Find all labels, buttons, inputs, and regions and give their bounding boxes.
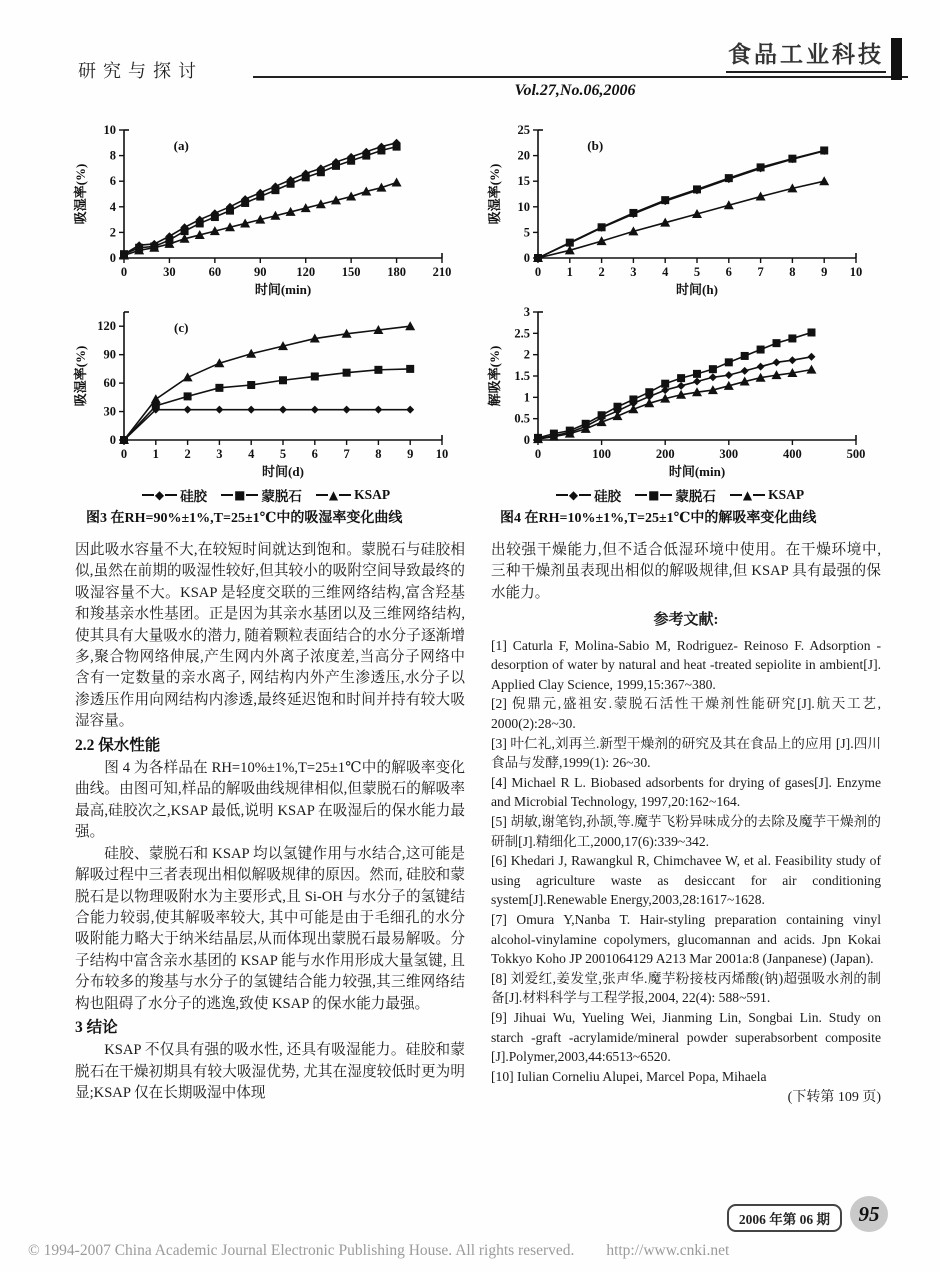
svg-text:210: 210 [432, 265, 452, 279]
figure4-caption: 图4 在RH=10%±1%,T=25±1℃中的解吸率变化曲线 [500, 511, 817, 526]
svg-text:300: 300 [719, 447, 739, 461]
svg-text:5: 5 [693, 265, 701, 279]
svg-text:3: 3 [523, 305, 530, 319]
legend-line-icon [339, 494, 351, 496]
right-column [491, 540, 881, 1109]
svg-text:吸湿率(%): 吸湿率(%) [73, 163, 88, 225]
triangle-marker-icon: ▲ [328, 488, 339, 502]
svg-text:吸湿率(%): 吸湿率(%) [73, 345, 88, 407]
paragraph-absorption-discussion: 因此吸水容量不大,在较短时间就达到饱和。蒙脱石与硅胶相似,虽然在前期的吸湿性较好,但其较小的吸附空间导致最终的吸湿容量不大。KSAP 是轻度交联的三维网络结构,富含羟基和羧基亲水性基团。正是因为其亲水基团以及三维网络结构, 使其具有大量吸水的潜力, 随着颗粒表面结合的水分子逐渐增多,聚合物网络伸展,产生网内外离子浓度差,当高分子网络中含有一定数量的亲水离子, 网结构内外产生渗透压,水分子以渗透压作用向网结构内渗透,最终延迟饱和时间并持有较大吸湿容量。 [75, 542, 465, 730]
svg-text:1: 1 [152, 447, 159, 461]
copyright-text: © 1994-2007 China Academic Journal Electronic Publishing House. All rights reserved. [28, 1242, 575, 1259]
figure3-column [72, 118, 460, 527]
svg-text:1.5: 1.5 [514, 369, 530, 383]
svg-text:60: 60 [103, 376, 116, 391]
svg-text:90: 90 [103, 347, 116, 362]
svg-text:8: 8 [789, 265, 796, 279]
chart-d-desorption-min [486, 300, 874, 482]
figure3-legend [142, 486, 390, 504]
legend-line-icon [753, 494, 765, 496]
figures-block [72, 118, 872, 527]
svg-text:100: 100 [592, 447, 611, 461]
svg-text:60: 60 [208, 265, 222, 279]
svg-text:7: 7 [757, 265, 764, 279]
svg-text:0: 0 [534, 447, 542, 461]
heading-2-2-water-retention: 2.2 保水性能 [75, 736, 161, 754]
svg-text:10: 10 [435, 447, 449, 461]
reference-item: [10] Iulian Corneliu Alupei, Marcel Popa, Mihaela [491, 1068, 767, 1084]
legend-line-icon [246, 494, 258, 496]
reference-item: [7] Omura Y,Nanba T. Hair-styling preparation containing vinyl alcohol-vinylamine copolymers, glucomannan and acids. Jpn Kokai Tokkyo Koho JP 2001064129 A213 Mar 2001a:8 (Janpanese) (Japan). [491, 911, 881, 967]
paragraph-fig4-description: 图 4 为各样品在 RH=10%±1%,T=25±1℃中的解吸率变化曲线。由图可知,样品的解吸曲线规律相似,但蒙脱石的解吸率最高,硅胶次之,KSAP 最低,说明 KSAP 在吸湿后的保水能力最强。 [75, 760, 465, 841]
svg-text:(b): (b) [587, 138, 604, 153]
svg-text:时间(d): 时间(d) [262, 464, 304, 479]
legend-item-triangle [316, 487, 390, 503]
figure3-caption: 图3 在RH=90%±1%,T=25±1℃中的吸湿率变化曲线 [86, 511, 403, 526]
paragraph-hydrogen-bond-discussion: 硅胶、蒙脱石和 KSAP 均以氢键作用与水结合,这可能是解吸过程中三者表现出相似解吸规律的原因。然而, 硅胶和蒙脱石是以物理吸附水为主要形式,且 Si-OH 与水分子的氢键结合能力较弱,使其解吸率较大, 其中可能是由于毛细孔的水分吸附能力略大于纳米结晶层,从而体现出蒙脱石最易解吸。分子结构中富含亲水基团的 KSAP 能与水作用形成大量氢键, 且分布较多的羧基与水分子的氢键结合能力较强,其三维网络结构也阻碍了水分子的逃逸,致使 KSAP 的保水能力最强。 [75, 845, 465, 1012]
svg-text:解吸率(%): 解吸率(%) [487, 345, 502, 407]
legend-line-icon [316, 494, 328, 496]
svg-text:4: 4 [248, 447, 255, 461]
legend-line-icon [221, 494, 233, 496]
left-column [75, 540, 465, 1109]
svg-text:3: 3 [630, 265, 637, 279]
page-number: 95 [850, 1196, 888, 1232]
svg-text:10: 10 [103, 123, 116, 137]
diamond-marker-icon: ◆ [568, 488, 579, 502]
svg-text:2: 2 [109, 225, 116, 240]
svg-text:30: 30 [103, 404, 116, 419]
svg-text:30: 30 [163, 265, 176, 279]
svg-text:时间(h): 时间(h) [676, 282, 718, 297]
figure4-column [486, 118, 874, 527]
svg-text:0: 0 [109, 251, 116, 265]
svg-text:5: 5 [523, 225, 530, 240]
svg-text:3: 3 [216, 447, 223, 461]
svg-text:8: 8 [109, 148, 116, 163]
legend-label: KSAP [768, 487, 805, 502]
legend-line-icon [579, 494, 591, 496]
svg-text:2: 2 [523, 347, 530, 362]
reference-item: [9] Jihuai Wu, Yueling Wei, Jianming Lin, Songbai Lin. Study on starch -graft -acrylamide/mineral powder superabsorbent composite [J].Polymer,2003,44:6513~6520. [491, 1009, 881, 1065]
chart-a-moisture-absorption-min [72, 118, 460, 300]
chart-c-moisture-absorption-days [72, 300, 460, 482]
reference-item: [2] 倪鼎元,盛祖安.蒙脱石活性干燥剂性能研究[J].航天工艺, 2000(2):28~30. [491, 696, 881, 731]
volume-line: Vol.27,No.06,2006 [514, 82, 636, 99]
svg-text:7: 7 [343, 447, 350, 461]
svg-text:时间(min): 时间(min) [254, 282, 312, 297]
legend-line-icon [165, 494, 177, 496]
svg-text:6: 6 [109, 174, 116, 189]
svg-text:10: 10 [517, 199, 530, 214]
svg-text:10: 10 [849, 265, 863, 279]
square-marker-icon: ■ [234, 488, 246, 502]
reference-item: [4] Michael R L. Biobased adsorbents for drying of gases[J]. Enzyme and Microbial Technology, 1997,20:162~164. [491, 774, 881, 810]
svg-text:0: 0 [523, 433, 530, 447]
svg-text:500: 500 [846, 447, 866, 461]
journal-name: 食品工业科技 [726, 36, 886, 73]
cnki-url[interactable]: http://www.cnki.net [606, 1242, 730, 1259]
legend-line-icon [730, 494, 742, 496]
header-rule [253, 76, 908, 78]
svg-text:2.5: 2.5 [514, 326, 530, 341]
svg-text:90: 90 [254, 265, 267, 279]
reference-item: [8] 刘爱红,姜发堂,张声华.魔芋粉接枝丙烯酸(钠)超强吸水剂的制备[J].材料科学与工程学报,2004, 22(4): 588~591. [491, 970, 881, 1006]
chart-b-moisture-absorption-hours [486, 118, 874, 300]
svg-text:9: 9 [407, 447, 414, 461]
legend-label: 硅胶 [180, 489, 208, 504]
reference-item: [1] Caturla F, Molina-Sabio M, Rodriguez- Reinoso F. Adsorption -desorption of water by natural and heat -treated sepiolite in ambient[J]. Applied Clay Science, 1999,15:367~380. [491, 637, 881, 692]
svg-text:0: 0 [523, 251, 530, 265]
paragraph-conclusion-end: 出较强干燥能力,但不适合低湿环境中使用。在干燥环境中, 三种干燥剂虽表现出相似的解吸规律,但 KSAP 具有最强的保水能力。 [491, 542, 881, 601]
body-text [75, 540, 881, 1109]
legend-line-icon [635, 494, 647, 496]
legend-label: 蒙脱石 [675, 489, 716, 504]
svg-text:吸湿率(%): 吸湿率(%) [487, 163, 502, 225]
legend-line-icon [142, 494, 154, 496]
svg-text:120: 120 [296, 265, 316, 279]
svg-text:9: 9 [821, 265, 828, 279]
svg-text:200: 200 [655, 447, 675, 461]
legend-item-diamond [142, 485, 207, 505]
legend-label: 蒙脱石 [261, 489, 302, 504]
svg-text:0: 0 [120, 265, 128, 279]
column-section-title: 研究与探讨 [78, 61, 203, 81]
reference-item: [6] Khedari J, Rawangkul R, Chimchavee W, et al. Feasibility study of using agriculture waste as desiccant for air conditioning system[J].Renewable Energy,2003,28:1617~1628. [491, 853, 881, 908]
svg-text:20: 20 [517, 148, 530, 163]
legend-line-icon [556, 494, 568, 496]
journal-name-bar [891, 38, 902, 80]
reference-item: [5] 胡敏,谢笔钧,孙颉,等.魔芋飞粉异味成分的去除及魔芋干燥剂的研制[J].精细化工,2000,17(6):339~342. [491, 813, 881, 849]
svg-text:(a): (a) [173, 138, 189, 153]
svg-text:(c): (c) [174, 320, 189, 335]
svg-text:15: 15 [517, 174, 530, 189]
svg-text:时间(min): 时间(min) [668, 464, 726, 479]
svg-text:1: 1 [523, 390, 530, 405]
page-header [0, 0, 940, 110]
copyright-line [28, 1242, 729, 1260]
svg-text:0: 0 [534, 265, 542, 279]
issue-badge: 2006 年第 06 期 [727, 1204, 842, 1232]
references-title: 参考文献: [653, 612, 719, 629]
svg-text:6: 6 [725, 265, 732, 279]
heading-3-conclusion: 3 结论 [75, 1018, 118, 1036]
legend-label: 硅胶 [594, 489, 622, 504]
legend-line-icon [660, 494, 672, 496]
svg-text:4: 4 [662, 265, 669, 279]
svg-text:2: 2 [184, 447, 191, 461]
svg-text:120: 120 [97, 319, 116, 334]
legend-label: KSAP [354, 487, 391, 502]
reference-item: [3] 叶仁礼,刘再兰.新型干燥剂的研究及其在食品上的应用 [J].四川食品与发酵,1999(1): 26~30. [491, 735, 881, 771]
svg-text:180: 180 [387, 265, 406, 279]
diamond-marker-icon: ◆ [154, 488, 165, 502]
svg-text:6: 6 [311, 447, 318, 461]
legend-item-square [221, 485, 302, 505]
svg-text:0: 0 [109, 433, 116, 447]
svg-text:150: 150 [341, 265, 361, 279]
square-marker-icon: ■ [648, 488, 660, 502]
svg-text:4: 4 [109, 199, 116, 214]
legend-item-triangle [730, 487, 804, 503]
continued-on-page-note: (下转第 109 页) [787, 1090, 881, 1106]
svg-text:0: 0 [120, 447, 128, 461]
svg-text:8: 8 [375, 447, 382, 461]
svg-text:25: 25 [517, 123, 530, 137]
svg-text:400: 400 [783, 447, 802, 461]
svg-text:1: 1 [566, 265, 573, 279]
legend-item-diamond [556, 485, 621, 505]
svg-text:5: 5 [279, 447, 287, 461]
paragraph-conclusion-start: KSAP 不仅具有强的吸水性, 还具有吸湿能力。硅胶和蒙脱石在干燥初期具有较大吸湿优势, 尤其在湿度较低时更为明显;KSAP 仅在长期吸湿中体现 [75, 1042, 465, 1102]
triangle-marker-icon: ▲ [742, 488, 753, 502]
svg-text:2: 2 [598, 265, 605, 279]
references-list [491, 636, 881, 1087]
figure4-legend [556, 486, 804, 504]
legend-item-square [635, 485, 716, 505]
svg-text:0.5: 0.5 [514, 411, 530, 426]
